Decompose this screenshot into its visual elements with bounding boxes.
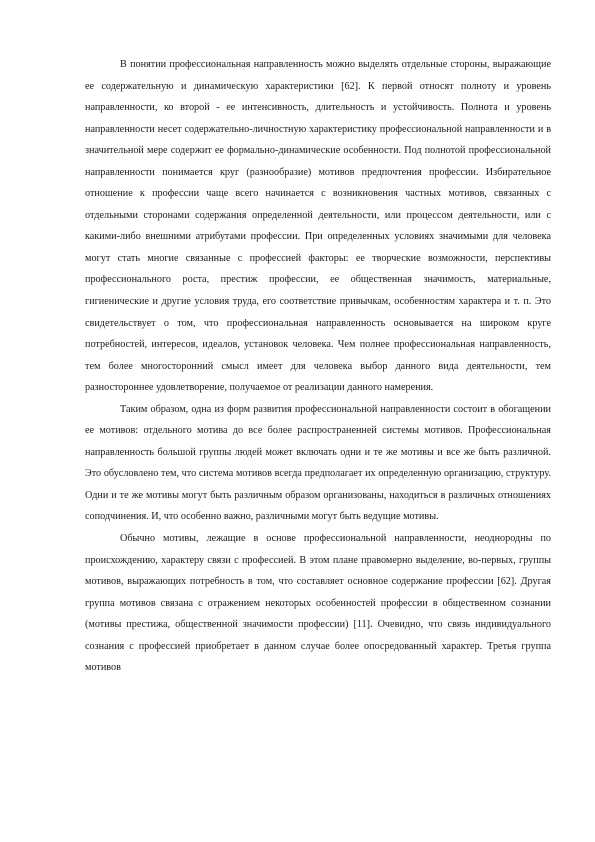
paragraph-3: Обычно мотивы, лежащие в основе профессиональной направленности, неоднородны по происхождению, характеру связи с профессией. В этом плане правомерно выделение, во-первых, группы мотивов, выражающих потребность в том, что составляет основное содержание профессии [62]. Другая группа мотивов связана с отражением некоторых особенностей профессии в общественном сознании (мотивы престижа, общественной значимости профессии) [11]. Очевидно, что связь индивидуального сознания с профессией приобретает в данном случае более опосредованный характер. Третья группа мотивов	[85, 533, 551, 674]
paragraph-2: Таким образом, одна из форм развития профессиональной направленности состоит в обогащении ее мотивов: отдельного мотива до все более распространенней системы мотивов. Профессиональная направленность большой группы людей может включать одни и те же мотивы и все же быть различной. Это обусловлено тем, что система мотивов всегда предполагает их определенную организацию, структуру. Одни и те же мотивы могут быть различным образом организованы, находиться в различных отношениях соподчинения. И, что особенно важно, различными могут быть ведущие мотивы.	[85, 403, 551, 523]
paragraph-1: В понятии профессиональная направленность можно выделять отдельные стороны, выражающие ее содержательную и динамическую характеристики [62]. К первой относят полноту и уровень направленности, ко второй - ее интенсивность, длительность и устойчивость. Полнота и уровень направленности несет содержательно-личностную характеристику профессиональной направленности и в значительной мере содержит ее формально-динамические особенности. Под полнотой профессиональной направленности понимается круг (разнообразие) мотивов предпочтения профессии. Избирательное отношение к профессии чаще всего начинается с возникновения частных мотивов, связанных с отдельными сторонами содержания определенной деятельности, или процессом деятельности, или с какими-либо внешними атрибутами профессии. При определенных условиях значимыми для человека могут стать многие связанные с профессией факторы: ее творческие возможности, перспективы профессионального роста, престиж профессии, ее общественная значимость, материальные, гигиенические и другие условия труда, его соответствие привычкам, особенностям характера и т. п. Это свидетельствует о том, что профессиональная направленность основывается на широком круге потребностей, интересов, идеалов, установок человека. Чем полнее профессиональная направленность, тем более многосторонний смысл имеет для человека выбор данного вида деятельности, тем разностороннее удовлетворение, получаемое от реализации данного намерения.	[85, 59, 551, 394]
body-text	[85, 54, 551, 679]
